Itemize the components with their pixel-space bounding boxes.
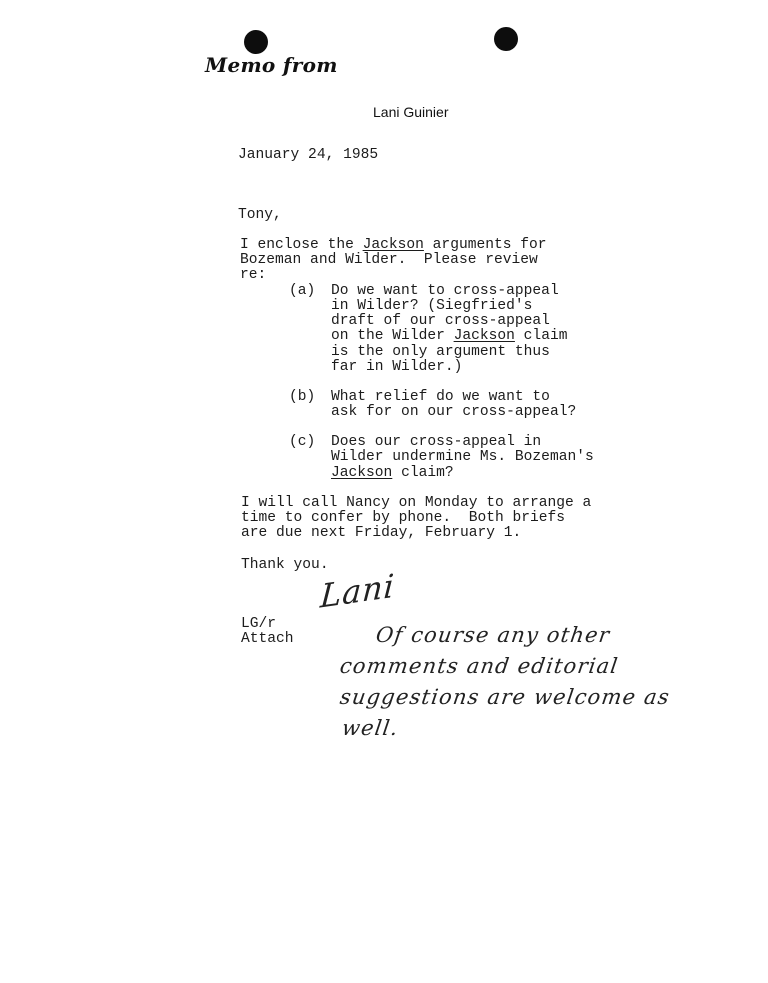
item-b-line-1: What relief do we want to	[331, 389, 550, 405]
closing-line-2: time to confer by phone. Both briefs	[241, 510, 566, 526]
punch-hole-right	[494, 27, 518, 51]
item-a-line-3: draft of our cross-appeal	[331, 313, 550, 329]
item-b-marker: (b)	[289, 389, 316, 405]
handwritten-note	[340, 620, 670, 744]
handwritten-note-line-3: suggestions are welcome as	[338, 685, 672, 709]
item-b-line-2: ask for on our cross-appeal?	[331, 404, 577, 420]
intro-line-2: Bozeman and Wilder. Please review	[240, 252, 538, 268]
case-name-jackson: Jackson	[331, 465, 393, 481]
item-a-marker: (a)	[289, 283, 316, 299]
item-a-line-1: Do we want to cross-appeal	[331, 283, 559, 299]
item-a-line-5: is the only argument thus	[331, 344, 550, 360]
item-a-line-4: on the Wilder Jackson claim	[331, 328, 568, 344]
case-name-jackson: Jackson	[362, 237, 424, 253]
handwritten-signature: Lani	[319, 566, 397, 616]
intro-line-3: re:	[240, 267, 267, 283]
memo-heading: Memo from	[205, 53, 338, 77]
thank-you: Thank you.	[241, 557, 329, 573]
handwritten-note-line-2: comments and editorial	[338, 654, 621, 678]
item-a-line-6: far in Wilder.)	[331, 359, 463, 375]
case-name-jackson: Jackson	[453, 328, 515, 344]
item-c-line-3: Jackson claim?	[331, 465, 454, 481]
item-c-line-1: Does our cross-appeal in	[331, 434, 542, 450]
attachment-notation: Attach	[241, 631, 294, 647]
item-c-marker: (c)	[289, 434, 316, 450]
typist-initials: LG/r	[241, 616, 277, 632]
memo-date: January 24, 1985	[238, 147, 379, 163]
handwritten-note-line-4: well.	[340, 716, 401, 740]
item-a-line-2: in Wilder? (Siegfried's	[331, 298, 533, 314]
punch-hole-left	[244, 30, 268, 54]
closing-line-3: are due next Friday, February 1.	[241, 525, 522, 541]
handwritten-note-line-1: Of course any other	[374, 623, 612, 647]
item-c-line-2: Wilder undermine Ms. Bozeman's	[331, 449, 594, 465]
memo-author: Lani Guinier	[373, 104, 449, 120]
intro-line-1: I enclose the Jackson arguments for	[240, 237, 547, 253]
salutation: Tony,	[238, 207, 282, 223]
closing-line-1: I will call Nancy on Monday to arrange a	[241, 495, 592, 511]
